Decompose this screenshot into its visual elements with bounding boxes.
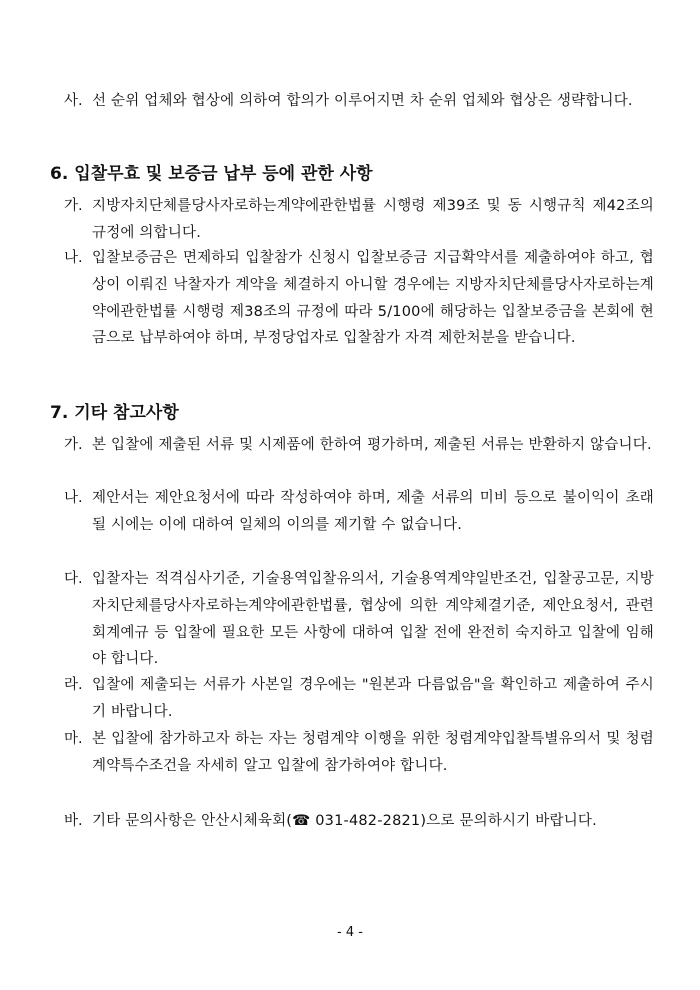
item-text: 기타 문의사항은 안산시체육회(☎ 031-482-2821)으로 문의하시기 바랍니다. [92,813,597,829]
list-item [64,808,654,835]
list-item [64,88,654,115]
item-text: 입찰보증금은 면제하되 입찰참가 신청시 입찰보증금 지급확약서를 제출하여야 하고, 협상이 이뤄진 낙찰자가 계약을 체결하지 아니할 경우에는 지방자치단체를당사자로하는계약에관한법률 시행령 제38조의 규정에 따라 5/100에 해당하는 입찰보증금을 본회에 현금으로 납부하여야 하며, 부정당업자로 입찰참가 자격 제한처분을 받습니다. [92,250,654,347]
section-heading [50,400,179,426]
item-marker: 나. [64,250,83,266]
list-item [64,245,654,352]
list-item [64,432,654,459]
section-heading [50,161,373,187]
list-item [64,193,654,247]
item-marker: 가. [64,198,83,214]
list-item [64,485,654,539]
item-marker: 라. [64,677,83,693]
section-title: 입찰무효 및 보증금 납부 등에 관한 사항 [74,164,373,184]
item-text: 제안서는 제안요청서에 따라 작성하여야 하며, 제출 서류의 미비 등으로 불이익이 초래될 시에는 이에 대하여 일체의 이의를 제기할 수 없습니다. [92,490,654,533]
section-number: 7. [50,403,69,423]
list-item [64,726,654,780]
item-text: 본 입찰에 제출된 서류 및 시제품에 한하여 평가하며, 제출된 서류는 반환하지 않습니다. [92,437,652,453]
section-title: 기타 참고사항 [74,403,179,423]
list-item [64,566,654,673]
item-marker: 사. [64,93,83,109]
item-marker: 나. [64,490,83,506]
item-text: 본 입찰에 참가하고자 하는 자는 청렴계약 이행을 위한 청렴계약입찰특별유의서 및 청렴계약특수조건을 자세히 알고 입찰에 참가하여야 합니다. [92,731,654,774]
list-item [64,672,654,726]
item-marker: 다. [64,571,83,587]
item-marker: 마. [64,731,83,747]
item-text: 입찰자는 적격심사기준, 기술용역입찰유의서, 기술용역계약일반조건, 입찰공고문, 지방자치단체를당사자로하는계약에관한법률, 협상에 의한 계약체결기준, 제안요청서, 관련 회계예규 등 입찰에 필요한 모든 사항에 대하여 입찰 전에 완전히 숙지하고 입찰에 임해야 합니다. [92,571,654,668]
item-text: 선 순위 업체와 협상에 의하여 합의가 이루어지면 차 순위 업체와 협상은 생략합니다. [92,93,633,109]
page-number: - 4 - [337,925,363,940]
item-marker: 가. [64,437,83,453]
item-text: 입찰에 제출되는 서류가 사본일 경우에는 "원본과 다름없음"을 확인하고 제출하여 주시기 바랍니다. [92,677,654,720]
item-marker: 바. [64,813,83,829]
item-text: 지방자치단체를당사자로하는계약에관한법률 시행령 제39조 및 동 시행규칙 제42조의 규정에 의합니다. [92,198,654,241]
section-number: 6. [50,164,69,184]
